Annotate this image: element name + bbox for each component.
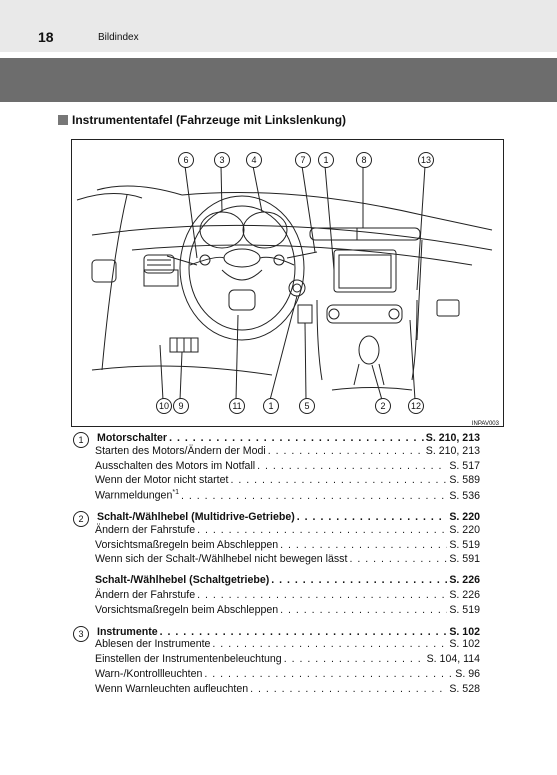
entry-item [73,653,480,668]
callout-top-5: 1 [318,152,334,168]
page-reference-link[interactable]: S. 96 [455,667,480,680]
entry-number: 2 [73,511,89,527]
item-label: Vorsichtsmaßregeln beim Abschleppen [95,603,279,616]
entry-item [73,460,480,475]
entry-item [73,668,480,683]
callout-bottom-4: 1 [263,398,279,414]
item-label: Wenn Warnleuchten aufleuchten [95,682,249,695]
subgroup-title: Schalt-/Wählhebel (Schaltgetriebe) [95,574,270,587]
entry-title: Schalt-/Wählhebel (Multidrive-Getriebe) [97,510,295,523]
dashboard-illustration [71,139,504,427]
callout-top-3: 4 [246,152,262,168]
leader-dots [230,474,447,486]
page-header-band [0,0,557,52]
page-reference-link[interactable]: S. 519 [449,538,480,551]
leader-dots [257,460,447,472]
item-label: Ablesen der Instrumente [95,638,211,651]
page-reference-link[interactable]: S. 536 [449,489,480,502]
item-label: Ausschalten des Motors im Notfall [95,459,256,472]
item-label [95,489,179,502]
entry-item [73,638,480,653]
leader-dots [280,539,447,551]
callout-top-6: 8 [356,152,372,168]
callout-top-2: 3 [214,152,230,168]
entry-item [73,539,480,554]
callout-bottom-3: 11 [229,398,245,414]
callout-bottom-5: 5 [299,398,315,414]
leader-dots [181,490,447,502]
page-reference-link[interactable]: S. 226 [449,574,480,587]
callout-bottom-6: 2 [375,398,391,414]
chapter-banner [0,58,557,102]
page-reference-link[interactable]: S. 220 [449,510,480,523]
entry-item [73,589,480,604]
page-reference-link[interactable]: S. 102 [449,625,480,638]
entry-item [73,524,480,539]
leader-dots [349,553,447,565]
callout-top-1: 6 [178,152,194,168]
item-label: Wenn der Motor nicht startet [95,474,229,487]
entry-heading [73,430,480,445]
page-number: 18 [38,29,54,45]
page-reference-link[interactable]: S. 591 [449,553,480,566]
page-reference-link[interactable]: S. 517 [449,459,480,472]
item-label-text: Warnmeldungen [95,489,173,502]
dashboard-line-drawing [72,140,503,426]
item-label: Warn-/Kontrollleuchten [95,667,203,680]
leader-dots [197,589,447,601]
leader-dots [284,653,425,665]
callout-bottom-1: 10 [156,398,172,414]
section-heading [58,113,346,127]
entry-heading [73,509,480,524]
entry-item [73,489,480,504]
entry-number: 3 [73,626,89,642]
entry-item [73,553,480,568]
entry-item [73,604,480,619]
running-title: Bildindex [98,32,139,43]
item-label: Vorsichtsmaßregeln beim Abschleppen [95,538,279,551]
leader-dots [280,604,447,616]
leader-dots [297,511,448,523]
entry-number: 1 [73,432,89,448]
callout-bottom-7: 12 [408,398,424,414]
item-label: Wenn sich der Schalt-/Wählhebel nicht bewegen lässt [95,553,348,566]
page-reference-link[interactable]: S. 226 [449,588,480,601]
page-reference-link[interactable]: S. 528 [449,682,480,695]
leader-dots [197,524,447,536]
entry-subheading [73,574,480,589]
page-reference-link[interactable]: S. 210, 213 [425,444,480,457]
item-label: Starten des Motors/Ändern der Modi [95,444,266,457]
item-label: Einstellen der Instrumentenbeleuchtung [95,653,282,666]
leader-dots [250,683,447,695]
entry-title: Motorschalter [97,432,168,444]
figure-code: INPAV003 [471,421,499,427]
callout-bottom-2: 9 [173,398,189,414]
entry-item [73,474,480,489]
section-title: Instrumententafel (Fahrzeuge mit Linkslenkung) [72,113,347,127]
index-entries [73,430,480,698]
item-label: Ändern der Fahrstufe [95,588,196,601]
leader-dots [212,638,447,650]
leader-dots [169,432,424,444]
item-label: Ändern der Fahrstufe [95,523,196,536]
callout-top-4: 7 [295,152,311,168]
page-reference-link[interactable]: S. 102 [449,638,480,651]
footnote-marker: *1 [172,489,179,497]
page-reference-link[interactable]: S. 589 [449,474,480,487]
leader-dots [160,626,448,638]
page-reference-link[interactable]: S. 104, 114 [426,653,480,666]
square-bullet-icon [58,115,68,125]
leader-dots [268,445,424,457]
leader-dots [204,668,453,680]
page-reference-link[interactable]: S. 210, 213 [425,432,480,444]
entry-item [73,445,480,460]
leader-dots [271,574,447,586]
page-reference-link[interactable]: S. 519 [449,603,480,616]
callout-top-7: 13 [418,152,434,168]
entry-item [73,683,480,698]
entry-title: Instrumente [97,625,158,638]
page-reference-link[interactable]: S. 220 [449,523,480,536]
entry-heading [73,624,480,639]
